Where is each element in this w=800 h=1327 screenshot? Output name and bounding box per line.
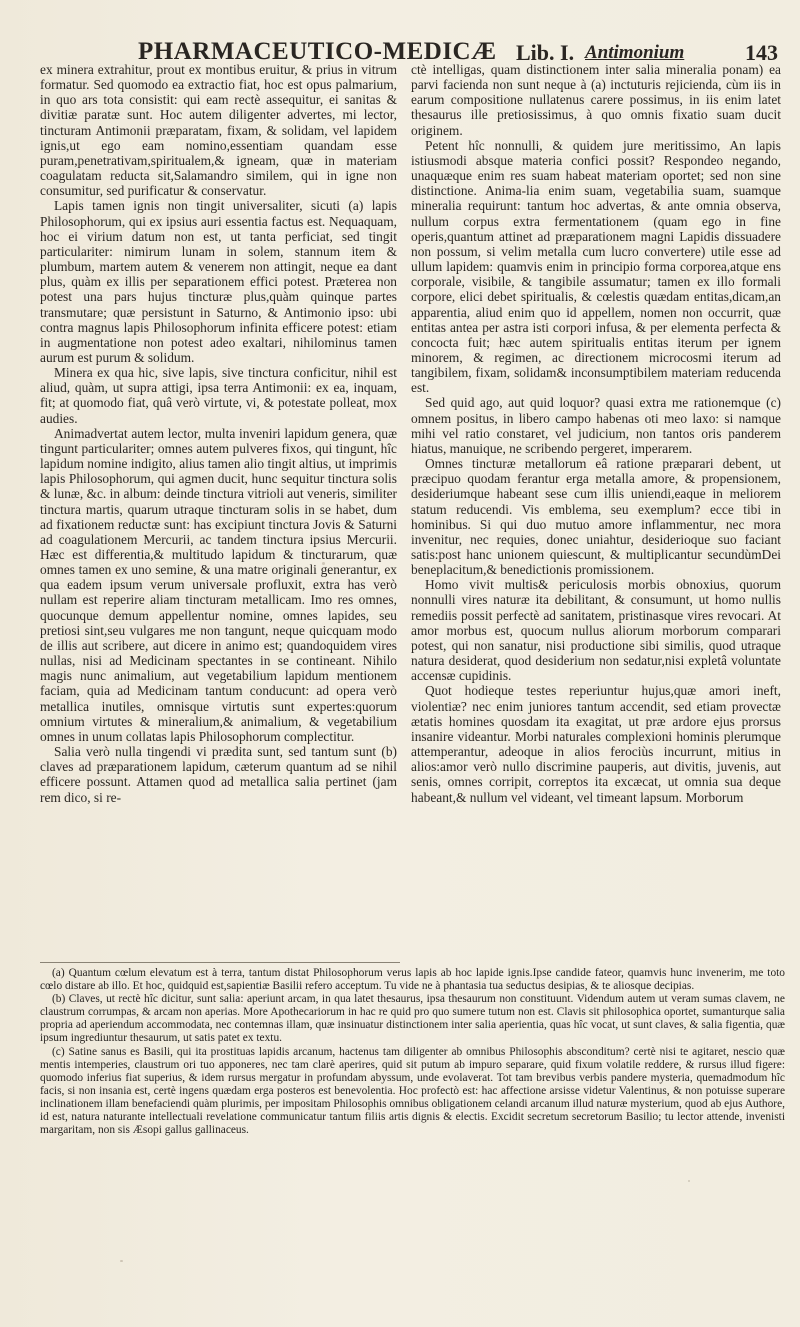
paragraph: Homo vivit multis& periculosis morbis obnoxius, quorum nonnulli vires naturæ ita debilitant, & consumunt, ut homo nullis remediis possit perfectè ad sanitatem, pristinasque vires revocari. At amor morbus est, quocum nullus aliorum morborum comparari potest, qui non sanatur, nisi productione sibi similis, quod utraque natura desiderat, quod desiderium non sedatur,nisi expletâ voluntate accensæ cupidinis. bbox=[411, 577, 781, 684]
paper-speck bbox=[688, 1180, 690, 1182]
running-title: PHARMACEUTICO-MEDICÆ bbox=[138, 38, 497, 65]
paragraph: Petent hîc nonnulli, & quidem jure meritissimo, An lapis istiusmodi absque materia confici possit? Respondeo negando, unaquæque enim res suam habeat materiam oportet; sed non sine distinctione. Anima-lia enim suam, vegetabilia suam, suamque mineralia requirunt: tantum hoc advertas, & ante omnia observa, nullum corpus extra fermentationem (quam ego in fine operis,quantum attinet ad præparationem magni Lapidis dissuadere non possum, si velim metalla cum lucro convertere) utile esse ad ullum lapidem: quamvis enim in principio forma corporea,atque ens corporale, visibile, & tangibile assumatur; tamen ex illo formali corpore, elici debet spiritualis, & cœlestis quædam entitas,dicam,an apparentia, aliud enim quo id appellem, nomen non occurrit, quæ entitas antea per astra isti corpori infusa, & per elementa perfecta & concocta fuit; hæc autem spiritualis entitas iterum per ignem minorem, & regimen, ac directionem microcosmi iterum ad tangibilem, fixam, solidam& inconsumptibilem materiam reducenda est. bbox=[411, 137, 781, 396]
paragraph: Salia verò nulla tingendi vi prædita sunt, sed tantum sunt (b) claves ad præparationem lapidum, cæterum quantum ad se nihil efficere possunt. Attamen quod ad metallica salia pertinet (jam rem dico, si re- bbox=[40, 744, 397, 805]
paragraph: Minera ex qua hic, sive lapis, sive tinctura conficitur, nihil est aliud, quàm, ut supra attigi, ipsa terra Antimonii: ex ea, inquam, fit; at quomodo fiat, quâ verò virtute, vi, & potestate polleat, mox audies. bbox=[40, 365, 397, 426]
section-title: Antimonium bbox=[585, 42, 685, 63]
paragraph: Quot hodieque testes reperiuntur hujus,quæ amori ineft, violentiæ? nec enim juniores tantum accendit, sed etiam provectæ ætatis homines quosdam ita exagitat, ut præ ardore ejus prorsus insanire videantur. Morbi naturales complexioni hominis plerumque attemperantur, adeoque in alios ferociùs incurrunt, mitius in alios:amor verò nullo discrimine pauperis, aut divitis, juvenis, aut senis, omnes corripit, correptos ita excæcat, ut omnia sua deque habeant,& nullum vel videant, vel timeant lapsum. Morborum bbox=[411, 683, 781, 805]
footnote-rule bbox=[40, 962, 400, 963]
left-column bbox=[40, 62, 397, 805]
footnote: (a) Quantum cœlum elevatum est à terra, tantum distat Philosophorum verus lapis ab hoc lapide ignis.Ipse candide fateor, quamvis hunc invenerim, me toto cœlo distare ab illo. Et hoc, quidquid est,sapientiæ Basilii refero acceptum. Tu vide ne à phantasia tua seductus desipias, & te aliosque decipias. bbox=[40, 967, 785, 993]
footnotes bbox=[40, 967, 785, 1137]
paragraph: Sed quid ago, aut quid loquor? quasi extra me rationemque (c) omnem positus, in libero campo habenas oti meo laxo: si namque mihi vel ratio constaret, vel judicium, non tantos oris panderem hiatus, manuique, ne scribendo pergeret, imperarem. bbox=[411, 395, 781, 456]
book-number: Lib. I. bbox=[516, 40, 575, 65]
footnote: (c) Satine sanus es Basili, qui ita prostituas lapidis arcanum, hactenus tam diligenter ab omnibus Philosophis absconditum? certè nisi te agitaret, nescio quæ mentis intemperies, claustrum ori tuo apponeres, nec tam clarè aperires, quid sit putum ab impuro separare, quid fixum volatile reddere, & rursus illud figere: quomodo inferius fiat superius, & idem rursus mergatur in profundam abyssum, unde evolaverat. Tot tam brevibus verbis pandere mysteria, quemadmodum hîc facis, si non insania est, certè ingens quædam erga posteros est benevolentia. Hoc profectò est: hac affectione arsisse videtur Valentinus, & non potuisse superare inclinationem illam benefaciendi quàm plurimis, per impositam Philosophis omnibus obligationem celandi arcanum illud naturæ mysterium, quod ab ejus Authore, id est, natura naturante intellectuali revelatione communicatur tantum filiis artis dignis & electis. Excidit secretum secretorum Basilio; tu lector attende, invenisti margaritam, non sis Æsopi gallus gallinaceus. bbox=[40, 1045, 785, 1137]
paper-speck bbox=[322, 562, 325, 565]
page-number: 143 bbox=[745, 40, 778, 65]
paragraph: ex minera extrahitur, prout ex montibus eruitur, & prius in vitrum formatur. Sed quomodo ea extractio fiat, hoc est opus palmarium, in quo ars tota consistit: qui eam rectè assequitur, ei sanitas & divitiæ paratæ sunt. Hoc autem diligenter advertes, mi lector, tincturam Antimonii præparatam, fixam, & solidam, vel lapidem ignis,ut ego eam nomino,essentiam quandam esse puram,penetrativam,spiritualem,& igneam, quæ in materiam coagulatam reducta sit,Salamandro similem, qui in igne non consumitur, sed purificatur & conservatur. bbox=[40, 62, 397, 199]
paragraph: Omnes tincturæ metallorum eâ ratione præparari debent, ut præcipuo quodam ferantur erga metalla amore, & propensionem, desideriumque habeant sese cum illis uniendi,eaque in meliorem statum reducendi. Vis emblema, seu exemplum? ecce tibi in hominibus. Si qui duo mutuo amore inflammentur, nec mora invenitur, nec requies, donec uniahtur, desiderioque suo faciant satis:post hanc unionem quiescunt, & multiplicantur secundùmDei beneplacitum,& benedictionis promissionem. bbox=[411, 456, 781, 578]
right-column bbox=[411, 62, 781, 805]
paragraph: ctè intelligas, quam distinctionem inter salia mineralia ponam) ea parvi facienda non sunt neque à (a) inctuturis rejicienda, cùm iis in earum compositione nullatenus carere possimus, in iis enim latet thesaurus ille pretiosissimus, à quo omnis fixatio suam ducit originem. bbox=[411, 62, 781, 138]
paper-speck bbox=[120, 1260, 123, 1262]
paragraph: Lapis tamen ignis non tingit universaliter, sicuti (a) lapis Philosophorum, qui ex ipsius auri essentia factus est. Nequaquam, hoc ei virium datum non est, ut tanta perficiat, sed tingit particulariter: nimirum lunam in solem, stannum item & plumbum, martem autem & venerem non attingit, neque ea dant plus, quàm ex illis per separationem effici potest. Præterea non potest una pars hujus tincturæ plus,quàm quinque partes transmutare; quæ persistunt in Saturno, & Antimonio ipso: ubi contra magnus lapis Philosophorum infinita efficere potest: etiam in augmentatione non potest adeo exaltari, nihilominus tamen aurum est purum & solidum. bbox=[40, 198, 397, 365]
paragraph: Animadvertat autem lector, multa inveniri lapidum genera, quæ tingunt particulariter; omnes autem pulveres fixos, qui tingunt, hîc lapidum nomine indigito, alius tamen alio tingit altius, ut imprimis lapis Philosophorum, qui agmen ducit, hunc sequitur tinctura solis & lunæ, &c. in album: deinde tinctura vitrioli aut veneris, similiter tinctura martis, quarum utraque tincturam solis in se habet, dum ad fixationem reductæ sunt: has excipiunt tinctura Jovis & Saturni ad coagulationem Mercurii, ac tandem tinctura ipsius Mercurii. Hæc est differentia,& multitudo lapidum & tincturarum, quæ omnes tamen ex uno semine, & una matre originali generantur, ex qua eadem ipsum verum universale profluxit, extra has verò nullam est reperire aliam tincturam metallicam. Imo res omnes, quocunque demum appellentur nomine, omnes lapides, seu pretiosi sint,seu vulgares me non tangunt, neque quicquam modo de illis aut scribere, aut dicere in animo est; quandoquidem vires nullas, nisi ad Medicinam spectantes in se contineant. Nihilo magis nunc animalium, aut vegetabilium lapidum mentionem faciam, quia ad Medicinam tantum conducunt: ad opera verò metallica inutiles, omnisque virtutis sunt expertes:quorum omnium virtutes & mineralium,& animalium, & vegetabilium omnes in unum collatas lapis Philosophorum complectitur. bbox=[40, 425, 397, 744]
footnote: (b) Claves, ut rectè hîc dicitur, sunt salia: aperiunt arcam, in qua latet thesaurus, ipsa thesaurum non constituunt. Videndum autem ut veram sumas clavem, ne claustrum corrumpas, & arcam non aperias. More Apothecariorum in hac re quid pro quo sumere tutum non est. Clavis sit philosophica oportet, sumanturque salia propria ad aperiendum accommodata, nec contemnas illam, quæ insinuatur distinctionem inter salia aperientia, quas hîc vocat, ut sunt claves, & salia figentia, quæ ipsum ingrediuntur thesaurum, ut satis patet ex textu. bbox=[40, 993, 785, 1045]
